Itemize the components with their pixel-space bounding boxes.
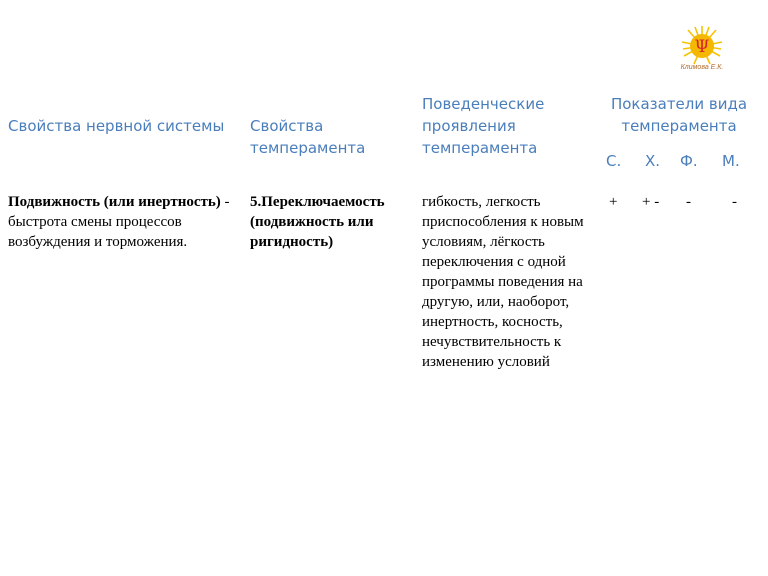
mark-sanguine: +	[609, 194, 618, 210]
mark-choleric: + -	[642, 194, 660, 210]
property-name: Подвижность (или инертность)	[8, 194, 221, 210]
logo-caption: Климова Е.К.	[680, 64, 724, 71]
header-temperament-type-indicators: Показатели вида темперамента	[610, 95, 748, 135]
mark-melancholic: -	[732, 194, 737, 210]
mark-phlegmatic: -	[686, 194, 691, 210]
temperament-property-cell: 5.Переключаемость (подвижность или ригидность)	[250, 194, 385, 250]
property-description: - быстрота смены процессов возбуждения и торможения.	[8, 194, 230, 250]
psi-sun-logo-icon	[672, 24, 732, 80]
svg-text:Ψ: Ψ	[694, 37, 710, 57]
type-sanguine-label: С.	[606, 152, 622, 170]
behavior-cell: гибкость, легкость приспособления к новым условиям, лёгкость переключения с одной программы поведения на другую, или, наоборот, инертность, косность, нечувствительность к изменению условий	[422, 194, 584, 370]
header-temperament-properties: Свойства темперамента	[250, 117, 366, 157]
type-choleric-label: Х.	[645, 152, 661, 170]
type-melancholic-label: М.	[722, 152, 740, 170]
header-behavioral-manifestations: Поведенческие проявления темперамента	[422, 95, 545, 157]
nervous-system-property-cell	[8, 192, 240, 252]
header-nervous-system-properties: Свойства нервной системы	[8, 117, 225, 135]
type-phlegmatic-label: Ф.	[680, 152, 698, 170]
